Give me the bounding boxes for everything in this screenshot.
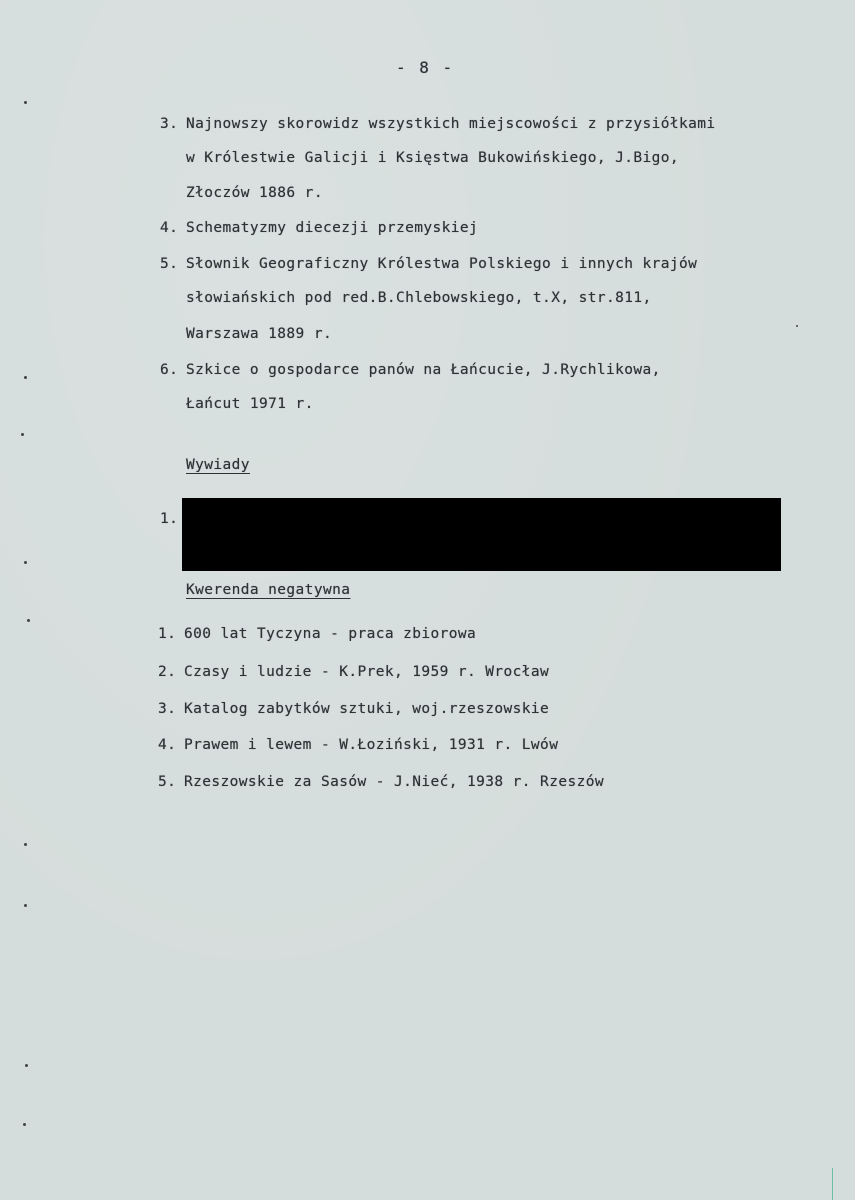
source-line-continued: Łańcut 1971 r. — [186, 396, 314, 412]
source-line-continued: słowiańskich pod red.B.Chlebowskiego, t.X, str.811, — [186, 290, 652, 306]
item-number: 5. — [158, 774, 177, 790]
negative-query-heading: Kwerenda negatywna — [186, 582, 351, 598]
source-item-5 — [160, 256, 697, 272]
redaction-block — [182, 498, 781, 571]
item-text: 600 lat Tyczyna - praca zbiorowa — [184, 626, 477, 642]
negative-query-item — [158, 737, 558, 753]
scan-speck — [23, 1123, 26, 1126]
scan-speck — [21, 433, 24, 436]
scan-speck — [24, 101, 27, 104]
scan-edge-line — [832, 1168, 833, 1200]
negative-query-item — [158, 626, 476, 642]
item-text: Katalog zabytków sztuki, woj.rzeszowskie — [184, 701, 550, 717]
source-line: Słownik Geograficzny Królestwa Polskiego i innych krajów — [186, 256, 698, 272]
scan-speck — [25, 1064, 28, 1067]
page-number: - 8 - — [396, 58, 455, 77]
source-line: Najnowszy skorowidz wszystkich miejscowości z przysiółkami — [186, 116, 716, 132]
negative-query-item — [158, 664, 549, 680]
item-text: Czasy i ludzie - K.Prek, 1959 r. Wrocław — [184, 664, 550, 680]
item-number: 3. — [158, 701, 177, 717]
item-text: Rzeszowskie za Sasów - J.Nieć, 1938 r. Rzeszów — [184, 774, 604, 790]
scan-speck — [796, 325, 798, 327]
source-item-3 — [160, 116, 716, 132]
item-number: 1. — [158, 626, 177, 642]
source-line-continued: Warszawa 1889 r. — [186, 326, 333, 342]
item-number: 3. — [160, 116, 179, 132]
negative-query-item — [158, 701, 549, 717]
scan-speck — [24, 376, 27, 379]
scan-speck — [24, 904, 27, 907]
item-number: 2. — [158, 664, 177, 680]
scan-speck — [24, 561, 27, 564]
source-item-4 — [160, 220, 478, 236]
item-number: 5. — [160, 256, 179, 272]
source-line: Szkice o gospodarce panów na Łańcucie, J.Rychlikowa, — [186, 362, 661, 378]
item-number: 6. — [160, 362, 179, 378]
source-line-continued: w Królestwie Galicji i Księstwa Bukowińskiego, J.Bigo, — [186, 150, 680, 166]
source-line-continued: Złoczów 1886 r. — [186, 185, 323, 201]
scan-speck — [27, 619, 30, 622]
source-item-6 — [160, 362, 661, 378]
source-line: Schematyzmy diecezji przemyskiej — [186, 220, 479, 236]
interviews-heading: Wywiady — [186, 457, 250, 473]
scan-speck — [24, 843, 27, 846]
interview-item-number: 1. — [160, 511, 179, 527]
item-text: Prawem i lewem - W.Łoziński, 1931 r. Lwów — [184, 737, 559, 753]
item-number: 4. — [160, 220, 179, 236]
item-number: 4. — [158, 737, 177, 753]
negative-query-item — [158, 774, 604, 790]
